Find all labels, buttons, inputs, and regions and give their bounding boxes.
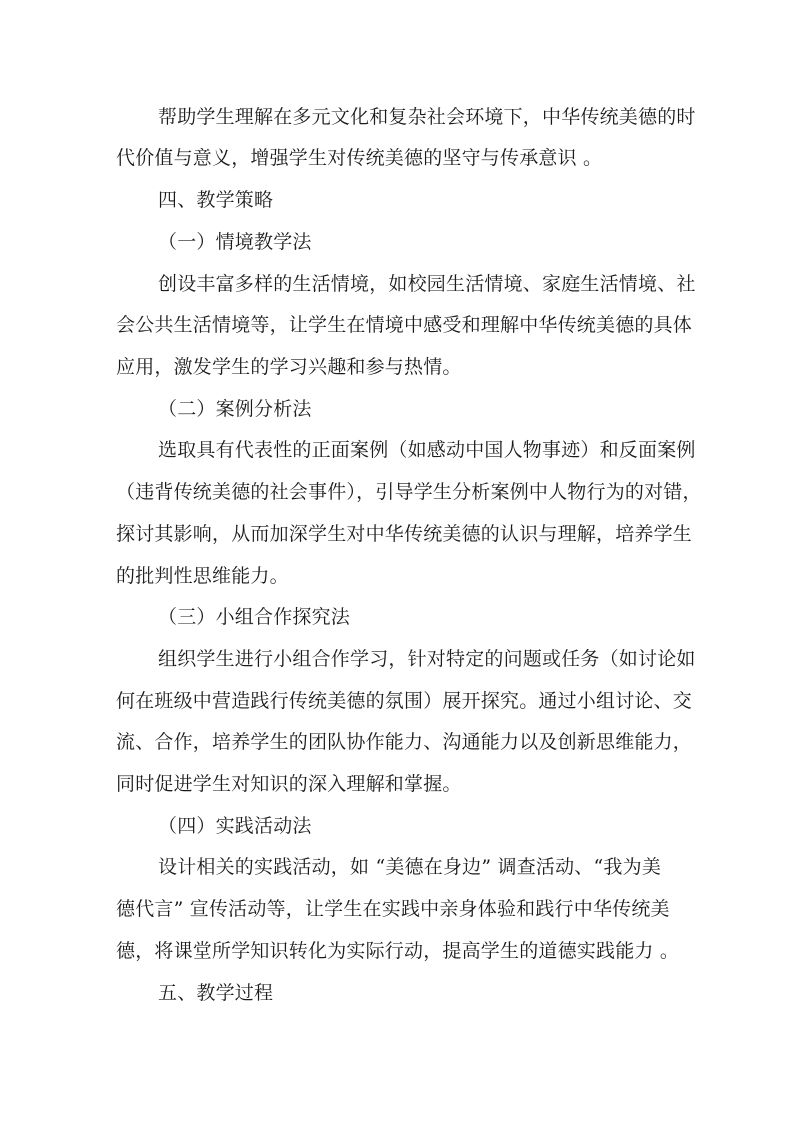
paragraph-line: （违背传统美德的社会事件），引导学生分析案例中人物行为的对错， bbox=[116, 481, 702, 503]
paragraph-line: 代价值与意义，增强学生对传统美德的坚守与传承意识 。 bbox=[116, 147, 603, 169]
subsection-heading-situational-teaching: （一）情境教学法 bbox=[158, 231, 312, 253]
paragraph-line: 应用，激发学生的学习兴趣和参与热情。 bbox=[116, 356, 462, 378]
paragraph-line: 设计相关的实践活动，如 “美德在身边” 调查活动、“我为美 bbox=[158, 856, 662, 878]
paragraph-line: 的批判性思维能力。 bbox=[116, 565, 289, 587]
subsection-heading-case-analysis: （二）案例分析法 bbox=[158, 398, 312, 420]
paragraph-line: 探讨其影响，从而加深学生对中华传统美德的认识与理解，培养学生 bbox=[116, 523, 693, 545]
paragraph-line: 流、合作，培养学生的团队协作能力、沟通能力以及创新思维能力， bbox=[116, 731, 693, 753]
paragraph-line: 组织学生进行小组合作学习，针对特定的问题或任务（如讨论如 bbox=[158, 648, 696, 670]
section-heading-teaching-strategy: 四、教学策略 bbox=[158, 189, 274, 211]
subsection-heading-group-cooperation: （三）小组合作探究法 bbox=[158, 606, 351, 628]
section-heading-teaching-process: 五、教学过程 bbox=[158, 982, 274, 1004]
paragraph-line: 何在班级中营造践行传统美德的氛围）展开探究。通过小组讨论、交 bbox=[116, 690, 693, 712]
paragraph-line: 德，将课堂所学知识转化为实际行动，提高学生的道德实践能力 。 bbox=[116, 940, 680, 962]
paragraph-line: 德代言” 宣传活动等，让学生在实践中亲身体验和践行中华传统美 bbox=[116, 898, 670, 920]
paragraph-line: 帮助学生理解在多元文化和复杂社会环境下，中华传统美德的时 bbox=[158, 106, 696, 128]
paragraph-line: 选取具有代表性的正面案例（如感动中国人物事迹）和反面案例 bbox=[158, 439, 696, 461]
paragraph-line: 创设丰富多样的生活情境，如校园生活情境、家庭生活情境、社 bbox=[158, 273, 696, 295]
subsection-heading-practice-activity: （四）实践活动法 bbox=[158, 815, 312, 837]
paragraph-line: 会公共生活情境等，让学生在情境中感受和理解中华传统美德的具体 bbox=[116, 314, 693, 336]
paragraph-line: 同时促进学生对知识的深入理解和掌握。 bbox=[116, 773, 462, 795]
